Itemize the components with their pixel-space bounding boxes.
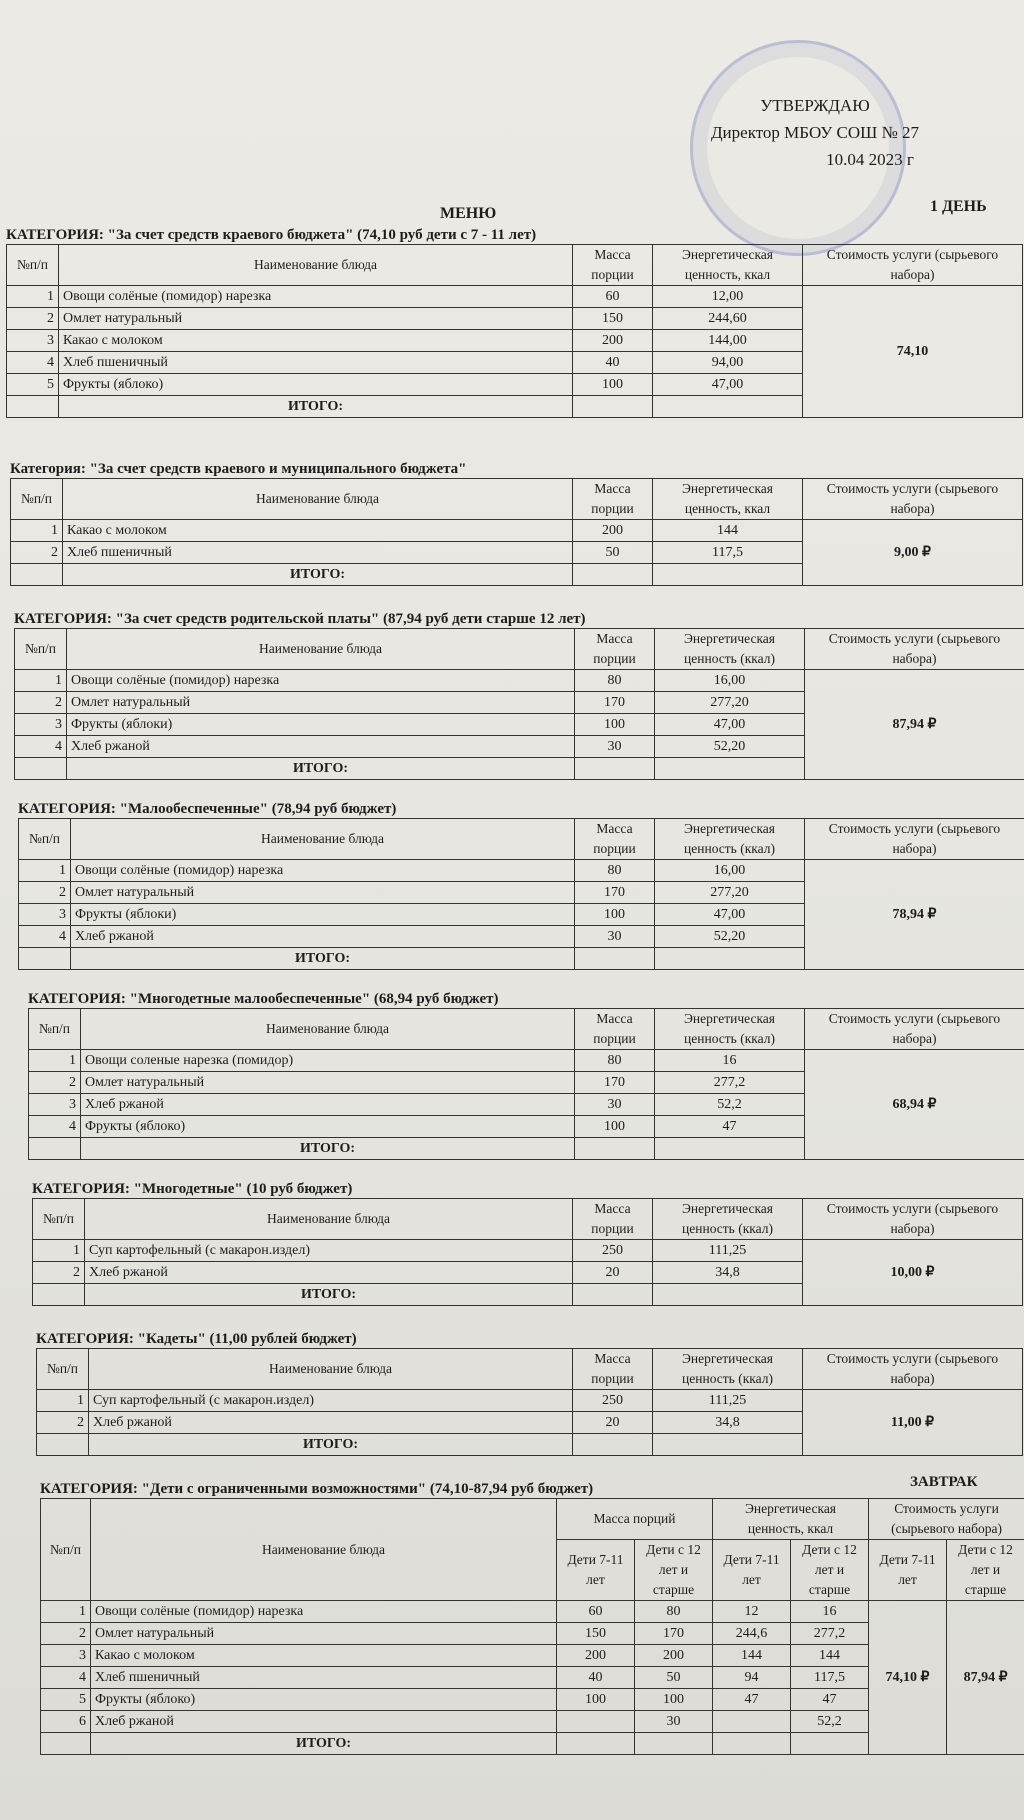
dish-name: Хлеб ржаной <box>81 1094 575 1116</box>
menu-table-special <box>40 1498 1024 1755</box>
category-title: КАТЕГОРИЯ: "За счет средств краевого бюджета" (74,10 руб дети с 7 - 11 лет) <box>6 227 537 243</box>
total-empty-cell <box>635 1733 713 1755</box>
energy-value: 16 <box>655 1050 805 1072</box>
table-row <box>15 670 1024 692</box>
service-cost-7-11: 74,10 ₽ <box>869 1601 947 1755</box>
portion-mass-7-11 <box>557 1711 635 1733</box>
col-header-cost: Стоимость услуги (сырьевого набора) <box>803 245 1023 286</box>
col-header-mass: Масса порции <box>575 629 655 670</box>
table-row <box>7 286 1023 308</box>
energy-12-plus: 16 <box>791 1601 869 1623</box>
total-empty-cell <box>15 758 67 780</box>
total-empty-cell <box>19 948 71 970</box>
dish-name: Хлеб пшеничный <box>91 1667 557 1689</box>
col-header-num: №п/п <box>7 245 59 286</box>
col-header-kids-12-plus: Дети с 12 лет и старше <box>791 1540 869 1601</box>
total-empty-cell <box>575 1138 655 1160</box>
portion-mass: 170 <box>575 1072 655 1094</box>
portion-mass-7-11: 40 <box>557 1667 635 1689</box>
portion-mass-12-plus: 50 <box>635 1667 713 1689</box>
menu-category-block <box>10 460 1022 586</box>
portion-mass: 80 <box>575 670 655 692</box>
energy-value: 144 <box>653 520 803 542</box>
approval-heading: УТВЕРЖДАЮ <box>760 96 870 115</box>
energy-12-plus: 277,2 <box>791 1623 869 1645</box>
col-header-dish: Наименование блюда <box>89 1349 573 1390</box>
menu-table <box>10 478 1023 586</box>
total-label: ИТОГО: <box>85 1284 573 1306</box>
portion-mass: 250 <box>573 1390 653 1412</box>
dish-name: Овощи солёные (помидор) нарезка <box>59 286 573 308</box>
dish-name: Фрукты (яблоки) <box>67 714 575 736</box>
energy-12-plus: 47 <box>791 1689 869 1711</box>
energy-7-11: 47 <box>713 1689 791 1711</box>
col-header-energy: Энергетическая ценность (ккал) <box>653 1349 803 1390</box>
portion-mass-12-plus: 30 <box>635 1711 713 1733</box>
row-number: 2 <box>15 692 67 714</box>
menu-category-block <box>28 990 1024 1160</box>
total-empty-cell <box>653 396 803 418</box>
total-label: ИТОГО: <box>71 948 575 970</box>
col-header-num: №п/п <box>37 1349 89 1390</box>
col-header-cost: Стоимость услуги (сырьевого набора) <box>805 629 1024 670</box>
category-title: КАТЕГОРИЯ: "Многодетные" (10 руб бюджет) <box>32 1181 353 1197</box>
row-number: 4 <box>29 1116 81 1138</box>
portion-mass-7-11: 150 <box>557 1623 635 1645</box>
total-empty-cell <box>7 396 59 418</box>
menu-title: МЕНЮ <box>440 205 497 222</box>
total-empty-cell <box>29 1138 81 1160</box>
total-label: ИТОГО: <box>59 396 573 418</box>
dish-name: Овощи соленые нарезка (помидор) <box>81 1050 575 1072</box>
col-header-num: №п/п <box>15 629 67 670</box>
total-empty-cell <box>573 1434 653 1456</box>
col-header-energy: Энергетическая ценность, ккал <box>653 479 803 520</box>
portion-mass: 100 <box>575 1116 655 1138</box>
row-number: 1 <box>7 286 59 308</box>
dish-name: Омлет натуральный <box>71 882 575 904</box>
total-label: ИТОГО: <box>67 758 575 780</box>
energy-7-11: 144 <box>713 1645 791 1667</box>
energy-value: 111,25 <box>653 1390 803 1412</box>
energy-12-plus: 52,2 <box>791 1711 869 1733</box>
row-number: 1 <box>41 1601 91 1623</box>
row-number: 4 <box>15 736 67 758</box>
energy-7-11 <box>713 1711 791 1733</box>
col-header-cost: Стоимость услуги (сырьевого набора) <box>869 1499 1024 1540</box>
col-header-cost: Стоимость услуги (сырьевого набора) <box>803 479 1023 520</box>
col-header-num: №п/п <box>33 1199 85 1240</box>
energy-value: 244,60 <box>653 308 803 330</box>
total-empty-cell <box>557 1733 635 1755</box>
portion-mass-12-plus: 170 <box>635 1623 713 1645</box>
col-header-num: №п/п <box>29 1009 81 1050</box>
total-empty-cell <box>653 1434 803 1456</box>
energy-value: 111,25 <box>653 1240 803 1262</box>
col-header-mass: Масса порции <box>575 1009 655 1050</box>
energy-value: 34,8 <box>653 1412 803 1434</box>
row-number: 1 <box>33 1240 85 1262</box>
service-cost-12-plus: 87,94 ₽ <box>947 1601 1024 1755</box>
menu-table <box>14 628 1024 780</box>
portion-mass: 100 <box>573 374 653 396</box>
row-number: 2 <box>7 308 59 330</box>
total-empty-cell <box>653 1284 803 1306</box>
col-header-dish: Наименование блюда <box>85 1199 573 1240</box>
col-header-num: №п/п <box>11 479 63 520</box>
col-header-kids-12-plus: Дети с 12 лет и старше <box>947 1540 1024 1601</box>
dish-name: Омлет натуральный <box>81 1072 575 1094</box>
dish-name: Омлет натуральный <box>67 692 575 714</box>
col-header-energy: Энергетическая ценность (ккал) <box>655 1009 805 1050</box>
total-empty-cell <box>655 1138 805 1160</box>
row-number: 5 <box>7 374 59 396</box>
total-empty-cell <box>33 1284 85 1306</box>
col-header-kids-7-11: Дети 7-11 лет <box>713 1540 791 1601</box>
total-label: ИТОГО: <box>81 1138 575 1160</box>
menu-category-block <box>14 610 1024 780</box>
category-title: КАТЕГОРИЯ: "Многодетные малообеспеченные" (68,94 руб бюджет) <box>28 991 499 1007</box>
col-header-energy: Энергетическая ценность (ккал) <box>655 629 805 670</box>
total-empty-cell <box>573 564 653 586</box>
total-empty-cell <box>575 758 655 780</box>
portion-mass: 170 <box>575 882 655 904</box>
dish-name: Какао с молоком <box>59 330 573 352</box>
approval-block <box>690 92 940 173</box>
dish-name: Суп картофельный (с макарон.издел) <box>89 1390 573 1412</box>
col-header-mass: Масса порции <box>573 1199 653 1240</box>
category-title: КАТЕГОРИЯ: "Кадеты" (11,00 рублей бюджет) <box>36 1331 357 1347</box>
energy-12-plus: 117,5 <box>791 1667 869 1689</box>
portion-mass: 250 <box>573 1240 653 1262</box>
portion-mass: 200 <box>573 330 653 352</box>
energy-7-11: 12 <box>713 1601 791 1623</box>
col-header-cost: Стоимость услуги (сырьевого набора) <box>803 1199 1023 1240</box>
col-header-kids-7-11: Дети 7-11 лет <box>557 1540 635 1601</box>
row-number: 2 <box>37 1412 89 1434</box>
dish-name: Хлеб ржаной <box>85 1262 573 1284</box>
service-cost: 87,94 ₽ <box>805 670 1024 780</box>
menu-category-block <box>32 1180 1022 1306</box>
energy-value: 47 <box>655 1116 805 1138</box>
row-number: 2 <box>41 1623 91 1645</box>
col-header-mass: Масса порции <box>575 819 655 860</box>
row-number: 1 <box>15 670 67 692</box>
portion-mass: 30 <box>575 926 655 948</box>
col-header-cost: Стоимость услуги (сырьевого набора) <box>803 1349 1023 1390</box>
portion-mass-7-11: 200 <box>557 1645 635 1667</box>
dish-name: Овощи солёные (помидор) нарезка <box>91 1601 557 1623</box>
col-header-dish: Наименование блюда <box>59 245 573 286</box>
col-header-cost: Стоимость услуги (сырьевого набора) <box>805 819 1024 860</box>
total-empty-cell <box>713 1733 791 1755</box>
director-line: Директор МБОУ СОШ № 27 <box>710 123 920 142</box>
service-cost: 68,94 ₽ <box>805 1050 1024 1160</box>
dish-name: Хлеб ржаной <box>71 926 575 948</box>
energy-value: 52,20 <box>655 926 805 948</box>
col-header-kids-12-plus: Дети с 12 лет и старше <box>635 1540 713 1601</box>
row-number: 1 <box>11 520 63 542</box>
dish-name: Фрукты (яблоко) <box>91 1689 557 1711</box>
col-header-dish: Наименование блюда <box>63 479 573 520</box>
menu-table <box>28 1008 1024 1160</box>
row-number: 5 <box>41 1689 91 1711</box>
portion-mass: 30 <box>575 736 655 758</box>
dish-name: Омлет натуральный <box>59 308 573 330</box>
portion-mass: 100 <box>575 714 655 736</box>
col-header-dish: Наименование блюда <box>91 1499 557 1601</box>
dish-name: Фрукты (яблоко) <box>81 1116 575 1138</box>
table-row <box>29 1050 1024 1072</box>
total-label: ИТОГО: <box>63 564 573 586</box>
portion-mass: 20 <box>573 1412 653 1434</box>
energy-value: 47,00 <box>653 374 803 396</box>
table-row <box>41 1601 1024 1623</box>
col-header-mass: Масса порции <box>573 245 653 286</box>
dish-name: Хлеб ржаной <box>67 736 575 758</box>
row-number: 2 <box>11 542 63 564</box>
row-number: 2 <box>33 1262 85 1284</box>
menu-table <box>6 244 1023 418</box>
portion-mass: 80 <box>575 1050 655 1072</box>
total-empty-cell <box>655 948 805 970</box>
energy-value: 277,20 <box>655 882 805 904</box>
total-empty-cell <box>573 1284 653 1306</box>
category-title: КАТЕГОРИЯ: "За счет средств родительской платы" (87,94 руб дети старше 12 лет) <box>14 611 586 627</box>
col-header-kids-7-11: Дети 7-11 лет <box>869 1540 947 1601</box>
row-number: 2 <box>19 882 71 904</box>
energy-7-11: 94 <box>713 1667 791 1689</box>
energy-value: 117,5 <box>653 542 803 564</box>
dish-name: Какао с молоком <box>91 1645 557 1667</box>
day-label: 1 ДЕНЬ <box>930 198 987 215</box>
col-header-dish: Наименование блюда <box>71 819 575 860</box>
col-header-energy: Энергетическая ценность, ккал <box>713 1499 869 1540</box>
col-header-num: №п/п <box>41 1499 91 1601</box>
total-empty-cell <box>37 1434 89 1456</box>
row-number: 1 <box>37 1390 89 1412</box>
energy-value: 16,00 <box>655 670 805 692</box>
col-header-mass: Масса порции <box>573 479 653 520</box>
row-number: 6 <box>41 1711 91 1733</box>
service-cost: 78,94 ₽ <box>805 860 1024 970</box>
total-label: ИТОГО: <box>91 1733 557 1755</box>
col-header-energy: Энергетическая ценность (ккал) <box>653 1199 803 1240</box>
portion-mass-12-plus: 200 <box>635 1645 713 1667</box>
menu-category-block <box>6 226 1022 418</box>
total-empty-cell <box>791 1733 869 1755</box>
portion-mass: 60 <box>573 286 653 308</box>
row-number: 1 <box>29 1050 81 1072</box>
menu-table <box>36 1348 1023 1456</box>
energy-7-11: 244,6 <box>713 1623 791 1645</box>
table-row <box>33 1240 1023 1262</box>
portion-mass: 20 <box>573 1262 653 1284</box>
portion-mass-7-11: 60 <box>557 1601 635 1623</box>
energy-value: 144,00 <box>653 330 803 352</box>
total-empty-cell <box>655 758 805 780</box>
portion-mass-12-plus: 100 <box>635 1689 713 1711</box>
service-cost: 74,10 <box>803 286 1023 418</box>
dish-name: Омлет натуральный <box>91 1623 557 1645</box>
service-cost: 11,00 ₽ <box>803 1390 1023 1456</box>
dish-name: Хлеб пшеничный <box>63 542 573 564</box>
energy-value: 34,8 <box>653 1262 803 1284</box>
col-header-num: №п/п <box>19 819 71 860</box>
dish-name: Суп картофельный (с макарон.издел) <box>85 1240 573 1262</box>
category-title: Категория: "За счет средств краевого и муниципального бюджета" <box>10 461 467 477</box>
portion-mass-7-11: 100 <box>557 1689 635 1711</box>
dish-name: Какао с молоком <box>63 520 573 542</box>
row-number: 3 <box>41 1645 91 1667</box>
service-cost: 10,00 ₽ <box>803 1240 1023 1306</box>
col-header-dish: Наименование блюда <box>67 629 575 670</box>
table-row <box>11 520 1023 542</box>
energy-value: 47,00 <box>655 714 805 736</box>
portion-mass: 40 <box>573 352 653 374</box>
col-header-dish: Наименование блюда <box>81 1009 575 1050</box>
portion-mass: 150 <box>573 308 653 330</box>
col-header-mass-group: Масса порций <box>557 1499 713 1540</box>
category-title: КАТЕГОРИЯ: "Малообеспеченные" (78,94 руб бюджет) <box>18 801 397 817</box>
total-empty-cell <box>575 948 655 970</box>
portion-mass: 50 <box>573 542 653 564</box>
energy-value: 277,2 <box>655 1072 805 1094</box>
col-header-energy: Энергетическая ценность (ккал) <box>655 819 805 860</box>
row-number: 3 <box>15 714 67 736</box>
total-empty-cell <box>11 564 63 586</box>
row-number: 4 <box>7 352 59 374</box>
row-number: 3 <box>19 904 71 926</box>
menu-category-block-special <box>40 1480 1024 1755</box>
menu-category-block <box>18 800 1024 970</box>
energy-value: 52,2 <box>655 1094 805 1116</box>
row-number: 4 <box>41 1667 91 1689</box>
total-empty-cell <box>573 396 653 418</box>
table-row <box>37 1390 1023 1412</box>
row-number: 4 <box>19 926 71 948</box>
dish-name: Хлеб ржаной <box>91 1711 557 1733</box>
menu-category-block <box>36 1330 1022 1456</box>
dish-name: Овощи солёные (помидор) нарезка <box>71 860 575 882</box>
dish-name: Овощи солёные (помидор) нарезка <box>67 670 575 692</box>
total-empty-cell <box>41 1733 91 1755</box>
menu-table <box>32 1198 1023 1306</box>
energy-value: 12,00 <box>653 286 803 308</box>
col-header-cost: Стоимость услуги (сырьевого набора) <box>805 1009 1024 1050</box>
energy-value: 277,20 <box>655 692 805 714</box>
meal-label: ЗАВТРАК <box>910 1474 978 1490</box>
approval-date: 10.04 2023 г <box>826 150 914 169</box>
energy-value: 94,00 <box>653 352 803 374</box>
portion-mass: 170 <box>575 692 655 714</box>
dish-name: Фрукты (яблоко) <box>59 374 573 396</box>
portion-mass: 30 <box>575 1094 655 1116</box>
col-header-mass: Масса порции <box>573 1349 653 1390</box>
menu-table <box>18 818 1024 970</box>
row-number: 2 <box>29 1072 81 1094</box>
portion-mass: 200 <box>573 520 653 542</box>
energy-value: 52,20 <box>655 736 805 758</box>
dish-name: Фрукты (яблоки) <box>71 904 575 926</box>
row-number: 1 <box>19 860 71 882</box>
category-title: КАТЕГОРИЯ: "Дети с ограниченными возможностями" (74,10-87,94 руб бюджет) <box>40 1481 594 1497</box>
service-cost: 9,00 ₽ <box>803 520 1023 586</box>
energy-value: 47,00 <box>655 904 805 926</box>
portion-mass-12-plus: 80 <box>635 1601 713 1623</box>
total-empty-cell <box>653 564 803 586</box>
total-label: ИТОГО: <box>89 1434 573 1456</box>
row-number: 3 <box>7 330 59 352</box>
energy-12-plus: 144 <box>791 1645 869 1667</box>
dish-name: Хлеб пшеничный <box>59 352 573 374</box>
dish-name: Хлеб ржаной <box>89 1412 573 1434</box>
col-header-energy: Энергетическая ценность, ккал <box>653 245 803 286</box>
portion-mass: 100 <box>575 904 655 926</box>
row-number: 3 <box>29 1094 81 1116</box>
energy-value: 16,00 <box>655 860 805 882</box>
portion-mass: 80 <box>575 860 655 882</box>
table-row <box>19 860 1024 882</box>
